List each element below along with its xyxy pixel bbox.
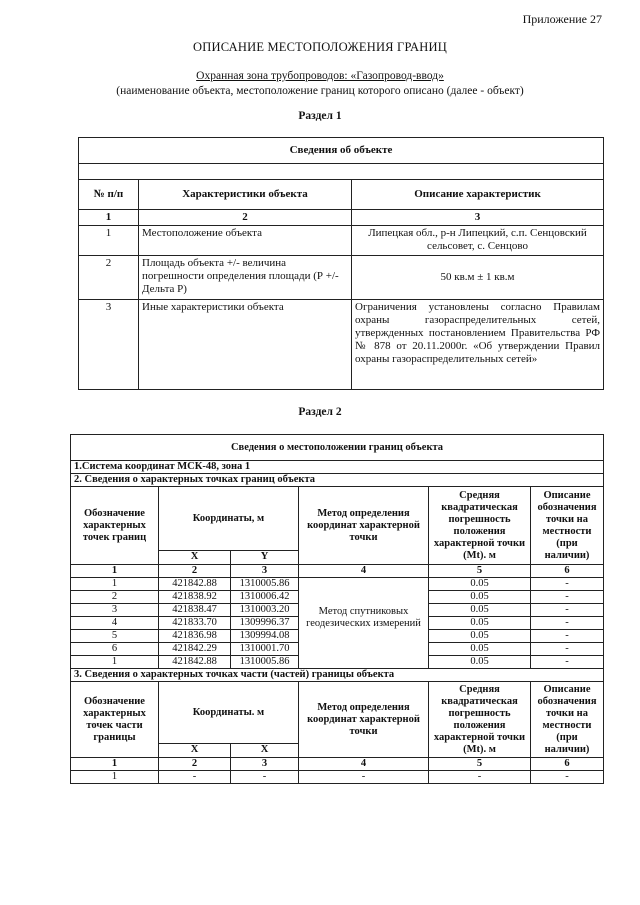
row-num: 1 [79, 226, 139, 256]
point-id: 4 [71, 617, 159, 630]
header-y: X [231, 744, 299, 758]
point-method: Метод спутниковых геодезических измерений [299, 578, 429, 669]
point-x: 421838.92 [159, 591, 231, 604]
header-x: X [159, 551, 231, 565]
point-desc: - [531, 656, 604, 669]
point-id: 5 [71, 630, 159, 643]
colnum: 4 [299, 565, 429, 578]
row-description: Ограничения установлены согласно Правилам охраны газораспределительных сетей, утвержденных постановлением Правительства РФ № 878 от 20.11.2000г. «Об утверждении Правил охраны газораспределительных сетей» [352, 300, 604, 390]
object-note: (наименование объекта, местоположение границ которого описано (далее - объект) [116, 85, 524, 97]
point-y: 1310001.70 [231, 643, 299, 656]
point-desc: - [531, 643, 604, 656]
colnum: 2 [139, 210, 352, 226]
point-x: 421842.29 [159, 643, 231, 656]
colnum: 2 [159, 758, 231, 771]
point-id: 1 [71, 656, 159, 669]
colnum: 4 [299, 758, 429, 771]
section2-label: Раздел 2 [298, 406, 342, 418]
section1-label: Раздел 1 [298, 110, 342, 122]
point-id: 6 [71, 643, 159, 656]
header-method: Метод определения координат характерной точки [299, 487, 429, 565]
header-mt: Средняя квадратическая погрешность положения характерной точки (Mt). м [429, 682, 531, 758]
object-name [0, 70, 640, 82]
object-info-title: Сведения об объекте [79, 138, 604, 164]
point-mt: 0.05 [429, 643, 531, 656]
point-desc: - [531, 604, 604, 617]
empty-row [79, 164, 604, 180]
part-point-y: - [231, 771, 299, 784]
point-desc: - [531, 617, 604, 630]
row-description: 50 кв.м ± 1 кв.м [352, 256, 604, 300]
point-mt: 0.05 [429, 604, 531, 617]
part-point-id: 1 [71, 771, 159, 784]
colnum: 1 [79, 210, 139, 226]
header-designation-part: Обозначение характерных точек части границы [71, 682, 159, 758]
part-points-subtitle: 3. Сведения о характерных точках части (частей) границы объекта [71, 669, 604, 682]
point-desc: - [531, 578, 604, 591]
point-x: 421836.98 [159, 630, 231, 643]
point-y: 1309996.37 [231, 617, 299, 630]
row-description: Липецкая обл., р-н Липецкий, с.п. Сенцовский сельсовет, с. Сенцово [352, 226, 604, 256]
table-row [71, 578, 604, 591]
row-characteristic: Местоположение объекта [139, 226, 352, 256]
point-x: 421842.88 [159, 578, 231, 591]
point-mt: 0.05 [429, 578, 531, 591]
header-x: X [159, 744, 231, 758]
colnum: 5 [429, 758, 531, 771]
point-desc: - [531, 591, 604, 604]
row-characteristic: Иные характеристики объекта [139, 300, 352, 390]
header-coords-part: Координаты. м [159, 682, 299, 744]
point-mt: 0.05 [429, 630, 531, 643]
header-desc: Описание обозначения точки на местности (при наличии) [531, 682, 604, 758]
object-info-table [78, 137, 604, 390]
part-point-x: - [159, 771, 231, 784]
header-characteristic: Характеристики объекта [139, 180, 352, 210]
document-title: ОПИСАНИЕ МЕСТОПОЛОЖЕНИЯ ГРАНИЦ [193, 40, 447, 54]
colnum: 1 [71, 758, 159, 771]
point-mt: 0.05 [429, 617, 531, 630]
point-id: 2 [71, 591, 159, 604]
object-name-text: Охранная зона трубопроводов: «Газопровод-ввод» [196, 70, 444, 82]
colnum: 3 [231, 758, 299, 771]
point-y: 1310005.86 [231, 656, 299, 669]
points-subtitle: 2. Сведения о характерных точках границ объекта [71, 474, 604, 487]
header-description: Описание характеристик [352, 180, 604, 210]
part-point-mt: - [429, 771, 531, 784]
point-y: 1310005.86 [231, 578, 299, 591]
point-mt: 0.05 [429, 656, 531, 669]
point-x: 421833.70 [159, 617, 231, 630]
point-x: 421838.47 [159, 604, 231, 617]
boundary-table [70, 434, 604, 784]
coord-system: 1.Система координат МСК-48, зона 1 [71, 461, 604, 474]
part-point-desc: - [531, 771, 604, 784]
part-point-method: - [299, 771, 429, 784]
header-coords: Координаты, м [159, 487, 299, 551]
point-mt: 0.05 [429, 591, 531, 604]
row-num: 3 [79, 300, 139, 390]
header-desc: Описание обозначения точки на местности (при наличии) [531, 487, 604, 565]
point-y: 1310006.42 [231, 591, 299, 604]
boundary-title: Сведения о местоположении границ объекта [71, 435, 604, 461]
point-x: 421842.88 [159, 656, 231, 669]
point-id: 3 [71, 604, 159, 617]
point-desc: - [531, 630, 604, 643]
annex-label: Приложение 27 [522, 12, 602, 26]
header-mt: Средняя квадратическая погрешность положения характерной точки (Mt). м [429, 487, 531, 565]
point-id: 1 [71, 578, 159, 591]
header-y: Y [231, 551, 299, 565]
table-row [71, 771, 604, 784]
colnum: 3 [231, 565, 299, 578]
colnum: 5 [429, 565, 531, 578]
colnum: 6 [531, 758, 604, 771]
header-method: Метод определения координат характерной точки [299, 682, 429, 758]
colnum: 3 [352, 210, 604, 226]
row-characteristic: Площадь объекта +/- величина погрешности определения площади (Р +/- Дельта Р) [139, 256, 352, 300]
colnum: 2 [159, 565, 231, 578]
point-y: 1309994.08 [231, 630, 299, 643]
point-y: 1310003.20 [231, 604, 299, 617]
row-num: 2 [79, 256, 139, 300]
header-designation: Обозначение характерных точек границ [71, 487, 159, 565]
colnum: 1 [71, 565, 159, 578]
colnum: 6 [531, 565, 604, 578]
header-num: № п/п [79, 180, 139, 210]
